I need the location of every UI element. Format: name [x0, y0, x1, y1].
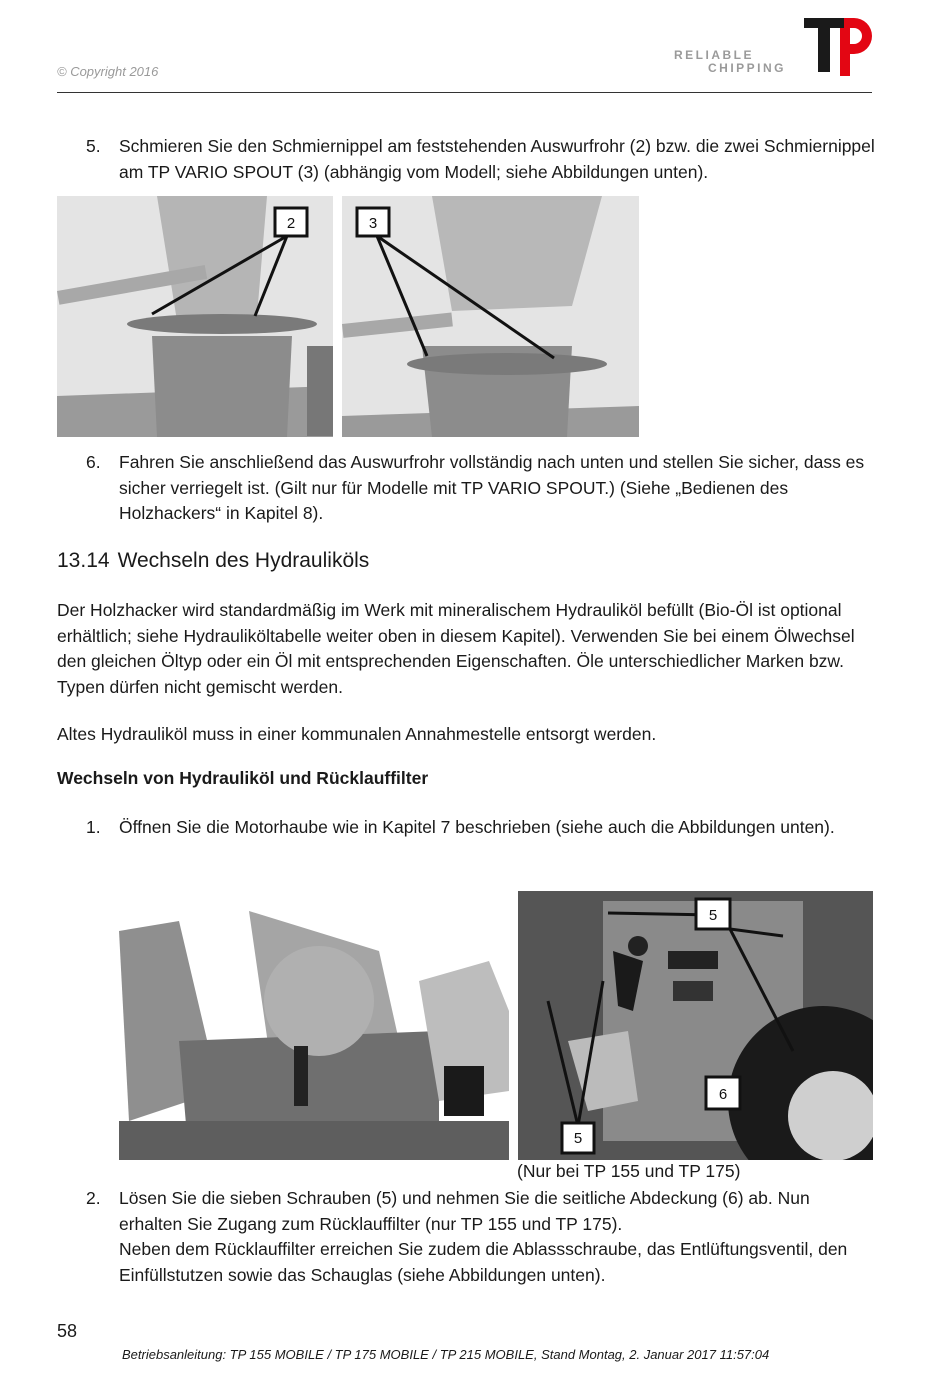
- step-1: [86, 815, 876, 841]
- page-number: 58: [57, 1321, 78, 1341]
- figure-open-hood: [119, 891, 509, 1160]
- header-divider: [57, 92, 872, 93]
- step-text: Fahren Sie anschließend das Auswurfrohr vollständig nach unten und stellen Sie sicher, dass es sicher verriegelt ist. (Gilt nur für Modelle mit TP VARIO SPOUT.) (Siehe „Bedienen des Holzhackers“ in Kapitel 8).: [119, 452, 865, 523]
- step-6: [86, 450, 876, 527]
- step-text: Lösen Sie die sieben Schrauben (5) und nehmen Sie die seitliche Abdeckung (6) ab. Nun erhalten Sie Zugang zum Rücklauffilter (nur TP 155 und TP 175).: [119, 1188, 810, 1234]
- section-number: 13.14: [57, 549, 110, 572]
- callout-6: 6: [718, 1086, 728, 1103]
- callout-5-top: 5: [708, 907, 718, 924]
- section-title: Wechseln des Hydrauliköls: [117, 549, 370, 572]
- brand-slogan-line1: RELIABLE: [674, 48, 754, 62]
- step-text-continued: Neben dem Rücklauffilter erreichen Sie zudem die Ablassschraube, das Entlüftungsventil, den Einfüllstutzen sowie das Schauglas (siehe Abbildungen unten).: [119, 1239, 848, 1285]
- section-heading: [57, 549, 369, 573]
- callout-3: 3: [368, 215, 378, 232]
- figure-vario-spout: [342, 196, 639, 437]
- tp-logo: [800, 14, 876, 76]
- step-number: 5.: [86, 136, 101, 156]
- step-2: [86, 1186, 876, 1288]
- step-5: [86, 134, 876, 185]
- footer-text: Betriebsanleitung: TP 155 MOBILE / TP 175 MOBILE / TP 215 MOBILE, Stand Montag, 2. Januar 2017 11:57:04: [122, 1347, 770, 1362]
- step-text: Öffnen Sie die Motorhaube wie in Kapitel 7 beschrieben (siehe auch die Abbildungen unten).: [119, 817, 835, 837]
- figure-side-cover: [518, 891, 873, 1160]
- figure-caption: (Nur bei TP 155 und TP 175): [517, 1161, 741, 1181]
- paragraph-oil-info: Der Holzhacker wird standardmäßig im Werk mit mineralischem Hydrauliköl befüllt (Bio-Öl ist optional erhältlich; siehe Hydrauliköltabelle weiter oben in diesem Kapitel). Verwenden Sie bei einem Ölwechsel den gleichen Öltyp oder ein Öl mit entsprechenden Eigenschaften. Öle unterschiedlicher Marken bzw. Typen dürfen nicht gemischt werden.: [57, 600, 855, 697]
- callout-2: 2: [286, 215, 296, 232]
- step-number: 2.: [86, 1188, 101, 1208]
- step-number: 6.: [86, 452, 101, 472]
- step-text: Schmieren Sie den Schmiernippel am feststehenden Auswurfrohr (2) bzw. die zwei Schmiernippel am TP VARIO SPOUT (3) (abhängig vom Modell; siehe Abbildungen unten).: [119, 136, 875, 182]
- paragraph-disposal: Altes Hydrauliköl muss in einer kommunalen Annahmestelle entsorgt werden.: [57, 724, 657, 744]
- brand-slogan: [674, 49, 786, 75]
- subheading: Wechseln von Hydrauliköl und Rücklauffilter: [57, 768, 429, 788]
- callout-5-bottom: 5: [573, 1130, 583, 1147]
- brand-slogan-line2: CHIPPING: [708, 61, 787, 75]
- step-number: 1.: [86, 817, 101, 837]
- figure-fixed-spout: [57, 196, 333, 437]
- copyright-notice: © Copyright 2016: [57, 64, 159, 79]
